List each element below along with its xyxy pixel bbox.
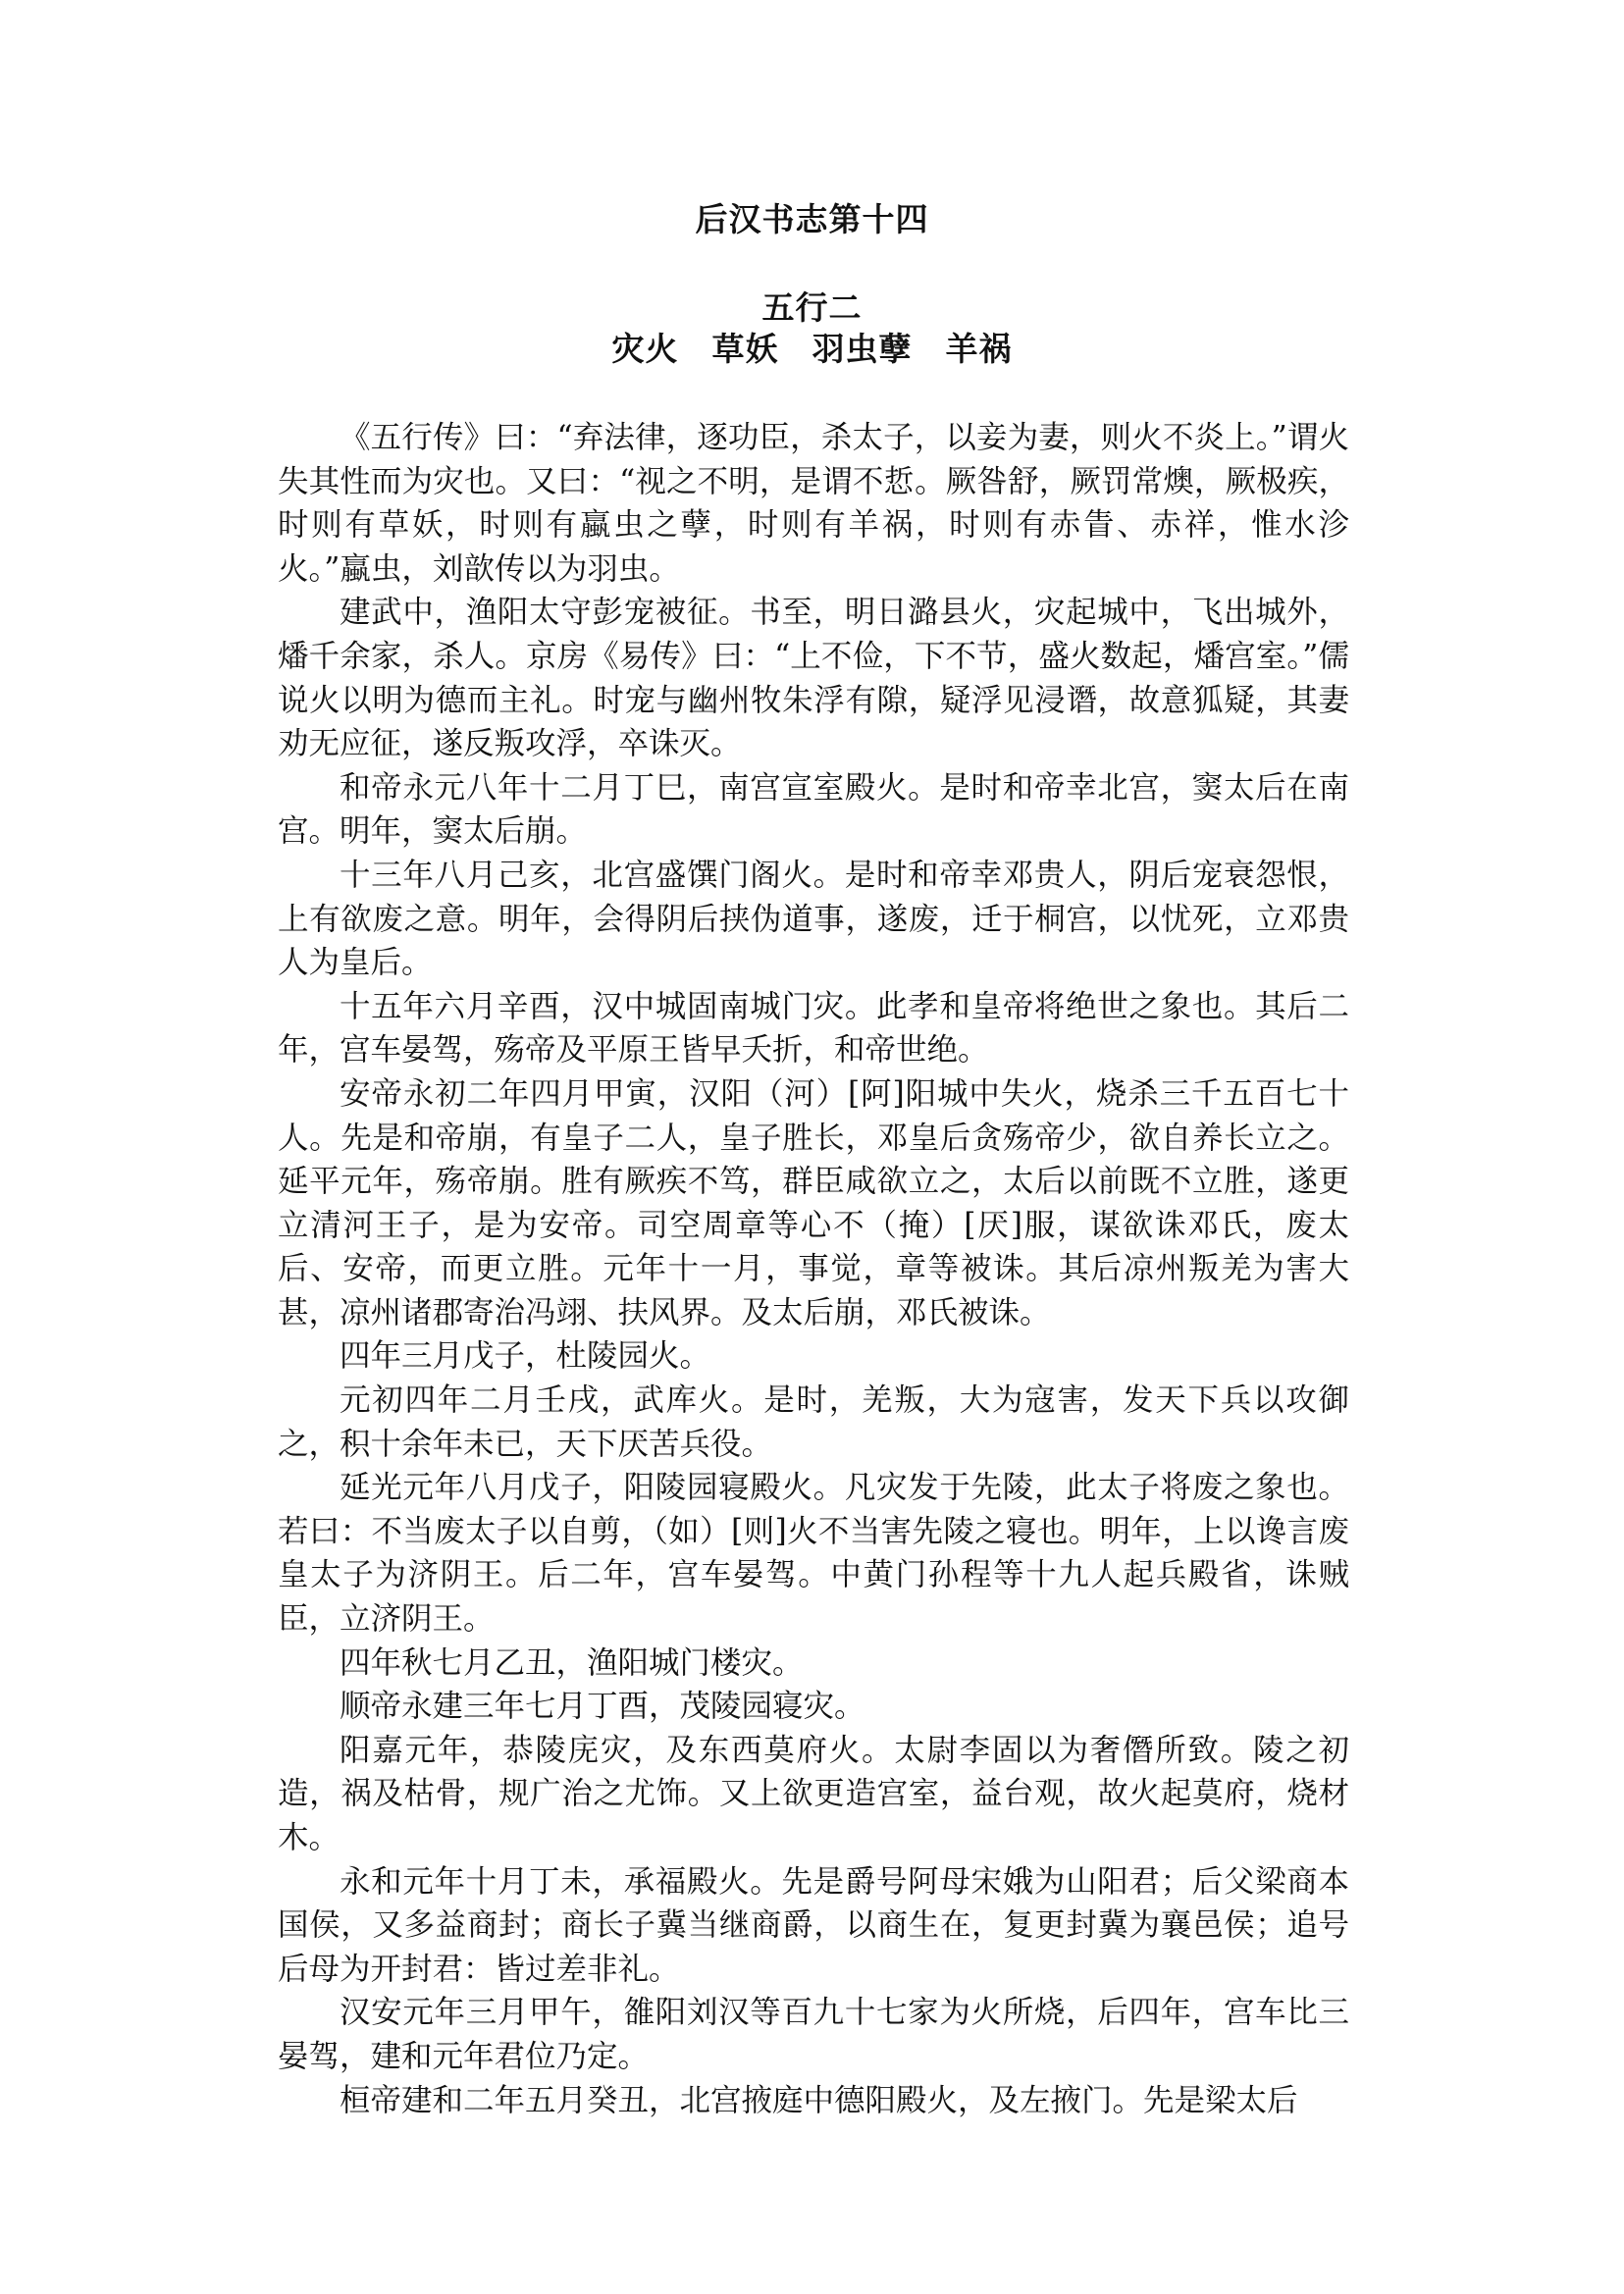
paragraph: 元初四年二月壬戌，武库火。是时，羌叛，大为寇害，发天下兵以攻御之，积十余年未已，天下厌苦兵役。 — [278, 1382, 1349, 1462]
book-title: 后汉书志第十四 — [695, 200, 929, 238]
paragraph: 延光元年八月戊子，阳陵园寝殿火。凡灾发于先陵，此太子将废之象也。若曰：不当废太子以自剪，（如）[则]火不当害先陵之寝也。明年，上以谗言废皇太子为济阴王。后二年，宫车晏驾。中黄门孙程等十九人起兵殿省，诛贼臣，立济阴王。 — [278, 1470, 1349, 1638]
paragraph: 四年三月戊子，杜陵园火。 — [340, 1338, 711, 1375]
paragraph: 汉安元年三月甲午，雒阳刘汉等百九十七家为火所烧，后四年，宫车比三晏驾，建和元年君位乃定。 — [278, 1995, 1349, 2074]
section-title: 五行二 — [761, 288, 863, 327]
paragraph: 永和元年十月丁未，承福殿火。先是爵号阿母宋娥为山阳君；后父梁商本国侯，又多益商封；商长子冀当继商爵，以商生在，复更封冀为襄邑侯；追号后母为开封君：皆过差非礼。 — [278, 1863, 1349, 1987]
paragraph: 安帝永初二年四月甲寅，汉阳（河）[阿]阳城中失火，烧杀三千五百七十人。先是和帝崩，有皇子二人，皇子胜长，邓皇后贪殇帝少，欲自养长立之。延平元年，殇帝崩。胜有厥疾不笃，群臣咸欲立之，太后以前既不立胜，遂更立清河王子，是为安帝。司空周章等心不（掩）[厌]服，谋欲诛邓氏，废太后、安帝，而更立胜。元年十一月，事觉，章等被诛。其后凉州叛羌为害大甚，凉州诸郡寄治冯翊、扶风界。及太后崩，邓氏被诛。 — [278, 1075, 1349, 1330]
paragraph: 阳嘉元年，恭陵庑灾，及东西莫府火。太尉李固以为奢僭所致。陵之初造，祸及枯骨，规广治之尤饰。又上欲更造宫室，益台观，故火起莫府，烧材木。 — [278, 1732, 1349, 1855]
paragraph: 和帝永元八年十二月丁巳，南宫宣室殿火。是时和帝幸北宫，窦太后在南宫。明年，窦太后崩。 — [278, 769, 1349, 850]
section-subtitle: 灾火 草妖 羽虫孽 羊祸 — [611, 330, 1013, 368]
paragraph: 《五行传》曰：“弃法律，逐功臣，杀太子，以妾为妻，则火不炎上。”谓火失其性而为灾也。又曰：“视之不明，是谓不悊。厥咎舒，厥罚常燠，厥极疾，时则有草妖，时则有蠃虫之孽，时则有羊祸，时则有赤眚、赤祥，惟水沴火。”蠃虫，刘歆传以为羽虫。 — [278, 420, 1349, 587]
paragraph: 建武中，渔阳太守彭宠被征。书至，明日潞县火，灾起城中，飞出城外，燔千余家，杀人。京房《易传》曰：“上不俭，下不节，盛火数起，燔宫室。”儒说火以明为德而主礼。时宠与幽州牧朱浮有隙，疑浮见浸谮，故意狐疑，其妻劝无应征，遂反叛攻浮，卒诛灭。 — [278, 595, 1349, 762]
body-text — [278, 416, 1349, 2122]
paragraph: 桓帝建和二年五月癸丑，北宫掖庭中德阳殿火，及左掖门。先是梁太后 — [340, 2082, 1298, 2118]
paragraph: 十三年八月己亥，北宫盛馔门阁火。是时和帝幸邓贵人，阴后宠衰怨恨，上有欲废之意。明年，会得阴后挟伪道事，遂废，迁于桐宫，以忧死，立邓贵人为皇后。 — [278, 857, 1349, 981]
paragraph: 四年秋七月乙丑，渔阳城门楼灾。 — [340, 1644, 804, 1681]
paragraph: 十五年六月辛酉，汉中城固南城门灾。此孝和皇帝将绝世之象也。其后二年，宫车晏驾，殇帝及平原王皆早夭折，和帝世绝。 — [278, 988, 1349, 1069]
paragraph: 顺帝永建三年七月丁酉，茂陵园寝灾。 — [340, 1689, 865, 1725]
